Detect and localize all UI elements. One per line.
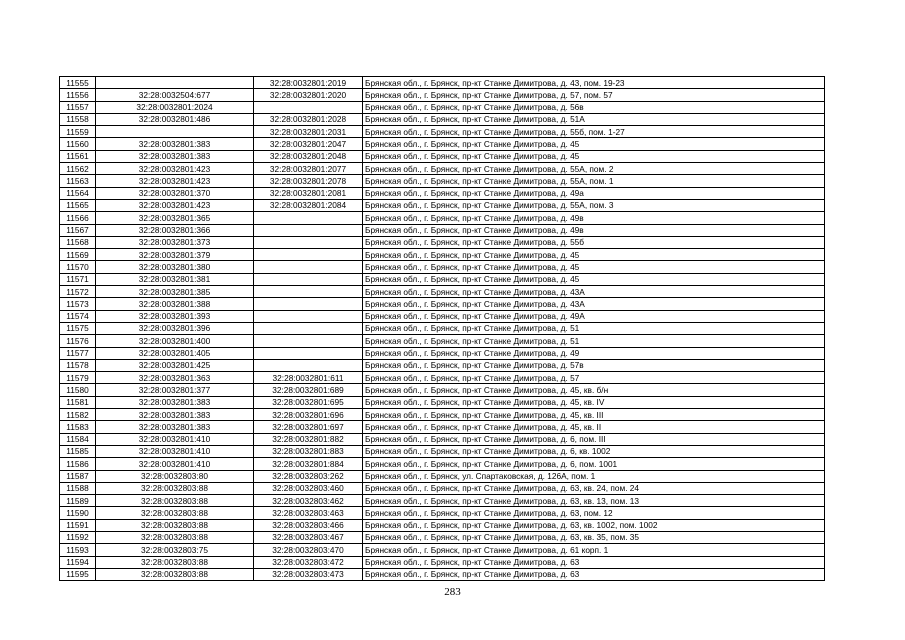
address-cell: Брянская обл., г. Брянск, пр-кт Станке Димитрова, д. 63, кв. 24, пом. 24 bbox=[363, 482, 825, 494]
address-cell: Брянская обл., г. Брянск, пр-кт Станке Димитрова, д. 6, пом. III bbox=[363, 433, 825, 445]
row-number-cell: 11579 bbox=[60, 372, 96, 384]
land-cadastral-number-cell: 32:28:0032801:410 bbox=[96, 445, 254, 457]
object-cadastral-number-cell: 32:28:0032803:463 bbox=[254, 507, 363, 519]
table-row bbox=[60, 519, 825, 531]
row-number-cell: 11592 bbox=[60, 531, 96, 543]
land-cadastral-number-cell: 32:28:0032801:405 bbox=[96, 347, 254, 359]
address-cell: Брянская обл., г. Брянск, пр-кт Станке Димитрова, д. 55А, пом. 3 bbox=[363, 199, 825, 211]
object-cadastral-number-cell: 32:28:0032803:472 bbox=[254, 556, 363, 568]
row-number-cell: 11569 bbox=[60, 249, 96, 261]
row-number-cell: 11591 bbox=[60, 519, 96, 531]
address-cell: Брянская обл., г. Брянск, пр-кт Станке Димитрова, д. 45 bbox=[363, 138, 825, 150]
object-cadastral-number-cell: 32:28:0032801:884 bbox=[254, 458, 363, 470]
table-row bbox=[60, 298, 825, 310]
table-row bbox=[60, 150, 825, 162]
table-row bbox=[60, 101, 825, 113]
address-cell: Брянская обл., г. Брянск, пр-кт Станке Димитрова, д. 51 bbox=[363, 335, 825, 347]
land-cadastral-number-cell: 32:28:0032801:2024 bbox=[96, 101, 254, 113]
object-cadastral-number-cell bbox=[254, 286, 363, 298]
page-number: 283 bbox=[444, 586, 461, 598]
row-number-cell: 11563 bbox=[60, 175, 96, 187]
row-number-cell: 11586 bbox=[60, 458, 96, 470]
row-number-cell: 11559 bbox=[60, 126, 96, 138]
row-number-cell: 11595 bbox=[60, 568, 96, 580]
row-number-cell: 11593 bbox=[60, 544, 96, 556]
table-row bbox=[60, 224, 825, 236]
land-cadastral-number-cell: 32:28:0032801:381 bbox=[96, 273, 254, 285]
address-cell: Брянская обл., г. Брянск, пр-кт Станке Димитрова, д. 45 bbox=[363, 150, 825, 162]
object-cadastral-number-cell: 32:28:0032803:460 bbox=[254, 482, 363, 494]
row-number-cell: 11555 bbox=[60, 77, 96, 89]
row-number-cell: 11590 bbox=[60, 507, 96, 519]
table-row bbox=[60, 409, 825, 421]
row-number-cell: 11587 bbox=[60, 470, 96, 482]
object-cadastral-number-cell: 32:28:0032801:2031 bbox=[254, 126, 363, 138]
table-row bbox=[60, 236, 825, 248]
object-cadastral-number-cell: 32:28:0032801:2081 bbox=[254, 187, 363, 199]
land-cadastral-number-cell: 32:28:0032803:88 bbox=[96, 556, 254, 568]
object-cadastral-number-cell bbox=[254, 236, 363, 248]
row-number-cell: 11575 bbox=[60, 322, 96, 334]
row-number-cell: 11570 bbox=[60, 261, 96, 273]
row-number-cell: 11562 bbox=[60, 163, 96, 175]
land-cadastral-number-cell: 32:28:0032801:383 bbox=[96, 409, 254, 421]
table-row bbox=[60, 445, 825, 457]
table-row bbox=[60, 212, 825, 224]
address-cell: Брянская обл., г. Брянск, пр-кт Станке Димитрова, д. 56в bbox=[363, 101, 825, 113]
row-number-cell: 11556 bbox=[60, 89, 96, 101]
land-cadastral-number-cell: 32:28:0032801:410 bbox=[96, 458, 254, 470]
row-number-cell: 11567 bbox=[60, 224, 96, 236]
address-cell: Брянская обл., г. Брянск, ул. Спартаковская, д. 126А, пом. 1 bbox=[363, 470, 825, 482]
address-cell: Брянская обл., г. Брянск, пр-кт Станке Димитрова, д. 45 bbox=[363, 261, 825, 273]
table-row bbox=[60, 372, 825, 384]
row-number-cell: 11583 bbox=[60, 421, 96, 433]
object-cadastral-number-cell: 32:28:0032803:467 bbox=[254, 531, 363, 543]
row-number-cell: 11578 bbox=[60, 359, 96, 371]
address-cell: Брянская обл., г. Брянск, пр-кт Станке Димитрова, д. 45, кв. III bbox=[363, 409, 825, 421]
object-cadastral-number-cell: 32:28:0032801:2019 bbox=[254, 77, 363, 89]
land-cadastral-number-cell: 32:28:0032801:383 bbox=[96, 138, 254, 150]
table-row bbox=[60, 77, 825, 89]
table-row bbox=[60, 482, 825, 494]
row-number-cell: 11558 bbox=[60, 113, 96, 125]
land-cadastral-number-cell: 32:28:0032801:388 bbox=[96, 298, 254, 310]
land-cadastral-number-cell: 32:28:0032801:396 bbox=[96, 322, 254, 334]
table-row bbox=[60, 199, 825, 211]
table-row bbox=[60, 273, 825, 285]
land-cadastral-number-cell: 32:28:0032801:383 bbox=[96, 396, 254, 408]
land-cadastral-number-cell: 32:28:0032801:423 bbox=[96, 163, 254, 175]
object-cadastral-number-cell bbox=[254, 310, 363, 322]
address-cell: Брянская обл., г. Брянск, пр-кт Станке Димитрова, д. 57 bbox=[363, 372, 825, 384]
land-cadastral-number-cell bbox=[96, 126, 254, 138]
address-cell: Брянская обл., г. Брянск, пр-кт Станке Димитрова, д. 45, кв. II bbox=[363, 421, 825, 433]
object-cadastral-number-cell: 32:28:0032801:611 bbox=[254, 372, 363, 384]
row-number-cell: 11571 bbox=[60, 273, 96, 285]
table-row bbox=[60, 544, 825, 556]
land-cadastral-number-cell: 32:28:0032801:423 bbox=[96, 199, 254, 211]
row-number-cell: 11557 bbox=[60, 101, 96, 113]
row-number-cell: 11594 bbox=[60, 556, 96, 568]
table-row bbox=[60, 310, 825, 322]
address-cell: Брянская обл., г. Брянск, пр-кт Станке Димитрова, д. 55А, пом. 1 bbox=[363, 175, 825, 187]
row-number-cell: 11568 bbox=[60, 236, 96, 248]
land-cadastral-number-cell: 32:28:0032803:88 bbox=[96, 507, 254, 519]
row-number-cell: 11582 bbox=[60, 409, 96, 421]
land-cadastral-number-cell: 32:28:0032801:383 bbox=[96, 150, 254, 162]
land-cadastral-number-cell: 32:28:0032801:366 bbox=[96, 224, 254, 236]
object-cadastral-number-cell bbox=[254, 298, 363, 310]
registry-table bbox=[59, 76, 825, 581]
row-number-cell: 11577 bbox=[60, 347, 96, 359]
row-number-cell: 11581 bbox=[60, 396, 96, 408]
land-cadastral-number-cell: 32:28:0032801:363 bbox=[96, 372, 254, 384]
object-cadastral-number-cell bbox=[254, 261, 363, 273]
row-number-cell: 11560 bbox=[60, 138, 96, 150]
land-cadastral-number-cell: 32:28:0032801:379 bbox=[96, 249, 254, 261]
address-cell: Брянская обл., г. Брянск, пр-кт Станке Димитрова, д. 45 bbox=[363, 249, 825, 261]
row-number-cell: 11589 bbox=[60, 495, 96, 507]
address-cell: Брянская обл., г. Брянск, пр-кт Станке Димитрова, д. 63, кв. 35, пом. 35 bbox=[363, 531, 825, 543]
address-cell: Брянская обл., г. Брянск, пр-кт Станке Димитрова, д. 43А bbox=[363, 286, 825, 298]
land-cadastral-number-cell: 32:28:0032801:383 bbox=[96, 421, 254, 433]
row-number-cell: 11588 bbox=[60, 482, 96, 494]
table-row bbox=[60, 187, 825, 199]
address-cell: Брянская обл., г. Брянск, пр-кт Станке Димитрова, д. 49 bbox=[363, 347, 825, 359]
address-cell: Брянская обл., г. Брянск, пр-кт Станке Димитрова, д. 49в bbox=[363, 212, 825, 224]
table-row bbox=[60, 433, 825, 445]
address-cell: Брянская обл., г. Брянск, пр-кт Станке Димитрова, д. 57в bbox=[363, 359, 825, 371]
row-number-cell: 11573 bbox=[60, 298, 96, 310]
object-cadastral-number-cell bbox=[254, 101, 363, 113]
address-cell: Брянская обл., г. Брянск, пр-кт Станке Димитрова, д. 45, кв. б/н bbox=[363, 384, 825, 396]
row-number-cell: 11585 bbox=[60, 445, 96, 457]
object-cadastral-number-cell: 32:28:0032801:2084 bbox=[254, 199, 363, 211]
land-cadastral-number-cell: 32:28:0032504:677 bbox=[96, 89, 254, 101]
row-number-cell: 11584 bbox=[60, 433, 96, 445]
address-cell: Брянская обл., г. Брянск, пр-кт Станке Димитрова, д. 51А bbox=[363, 113, 825, 125]
address-cell: Брянская обл., г. Брянск, пр-кт Станке Димитрова, д. 49в bbox=[363, 224, 825, 236]
object-cadastral-number-cell: 32:28:0032801:696 bbox=[254, 409, 363, 421]
address-cell: Брянская обл., г. Брянск, пр-кт Станке Димитрова, д. 6, кв. 1002 bbox=[363, 445, 825, 457]
table-row bbox=[60, 470, 825, 482]
land-cadastral-number-cell: 32:28:0032803:80 bbox=[96, 470, 254, 482]
land-cadastral-number-cell: 32:28:0032801:393 bbox=[96, 310, 254, 322]
row-number-cell: 11561 bbox=[60, 150, 96, 162]
object-cadastral-number-cell: 32:28:0032801:2048 bbox=[254, 150, 363, 162]
table-row bbox=[60, 347, 825, 359]
address-cell: Брянская обл., г. Брянск, пр-кт Станке Димитрова, д. 45, кв. IV bbox=[363, 396, 825, 408]
address-cell: Брянская обл., г. Брянск, пр-кт Станке Димитрова, д. 61 корп. 1 bbox=[363, 544, 825, 556]
table-row bbox=[60, 138, 825, 150]
land-cadastral-number-cell: 32:28:0032801:373 bbox=[96, 236, 254, 248]
row-number-cell: 11580 bbox=[60, 384, 96, 396]
object-cadastral-number-cell: 32:28:0032803:462 bbox=[254, 495, 363, 507]
table-row bbox=[60, 458, 825, 470]
address-cell: Брянская обл., г. Брянск, пр-кт Станке Димитрова, д. 55б bbox=[363, 236, 825, 248]
table-row bbox=[60, 531, 825, 543]
land-cadastral-number-cell: 32:28:0032801:385 bbox=[96, 286, 254, 298]
table-row bbox=[60, 568, 825, 580]
object-cadastral-number-cell: 32:28:0032801:697 bbox=[254, 421, 363, 433]
land-cadastral-number-cell: 32:28:0032803:88 bbox=[96, 531, 254, 543]
address-cell: Брянская обл., г. Брянск, пр-кт Станке Димитрова, д. 51 bbox=[363, 322, 825, 334]
row-number-cell: 11566 bbox=[60, 212, 96, 224]
land-cadastral-number-cell: 32:28:0032803:88 bbox=[96, 519, 254, 531]
table-row bbox=[60, 175, 825, 187]
object-cadastral-number-cell: 32:28:0032803:470 bbox=[254, 544, 363, 556]
address-cell: Брянская обл., г. Брянск, пр-кт Станке Димитрова, д. 63, кв. 1002, пом. 1002 bbox=[363, 519, 825, 531]
object-cadastral-number-cell: 32:28:0032803:262 bbox=[254, 470, 363, 482]
land-cadastral-number-cell: 32:28:0032801:380 bbox=[96, 261, 254, 273]
object-cadastral-number-cell: 32:28:0032803:473 bbox=[254, 568, 363, 580]
table-row bbox=[60, 113, 825, 125]
table-row bbox=[60, 396, 825, 408]
table-row bbox=[60, 322, 825, 334]
object-cadastral-number-cell: 32:28:0032803:466 bbox=[254, 519, 363, 531]
land-cadastral-number-cell bbox=[96, 77, 254, 89]
table-row bbox=[60, 89, 825, 101]
land-cadastral-number-cell: 32:28:0032801:400 bbox=[96, 335, 254, 347]
table-row bbox=[60, 384, 825, 396]
object-cadastral-number-cell: 32:28:0032801:2078 bbox=[254, 175, 363, 187]
object-cadastral-number-cell: 32:28:0032801:882 bbox=[254, 433, 363, 445]
address-cell: Брянская обл., г. Брянск, пр-кт Станке Димитрова, д. 55А, пом. 2 bbox=[363, 163, 825, 175]
object-cadastral-number-cell: 32:28:0032801:695 bbox=[254, 396, 363, 408]
land-cadastral-number-cell: 32:28:0032801:410 bbox=[96, 433, 254, 445]
object-cadastral-number-cell bbox=[254, 359, 363, 371]
object-cadastral-number-cell: 32:28:0032801:2020 bbox=[254, 89, 363, 101]
row-number-cell: 11565 bbox=[60, 199, 96, 211]
table-row bbox=[60, 556, 825, 568]
table-row bbox=[60, 359, 825, 371]
row-number-cell: 11572 bbox=[60, 286, 96, 298]
object-cadastral-number-cell: 32:28:0032801:2028 bbox=[254, 113, 363, 125]
address-cell: Брянская обл., г. Брянск, пр-кт Станке Димитрова, д. 63, пом. 12 bbox=[363, 507, 825, 519]
table-row bbox=[60, 126, 825, 138]
address-cell: Брянская обл., г. Брянск, пр-кт Станке Димитрова, д. 63 bbox=[363, 556, 825, 568]
row-number-cell: 11576 bbox=[60, 335, 96, 347]
address-cell: Брянская обл., г. Брянск, пр-кт Станке Димитрова, д. 57, пом. 57 bbox=[363, 89, 825, 101]
object-cadastral-number-cell bbox=[254, 273, 363, 285]
object-cadastral-number-cell bbox=[254, 212, 363, 224]
registry-table-body bbox=[60, 77, 825, 581]
object-cadastral-number-cell: 32:28:0032801:2047 bbox=[254, 138, 363, 150]
address-cell: Брянская обл., г. Брянск, пр-кт Станке Димитрова, д. 63 bbox=[363, 568, 825, 580]
object-cadastral-number-cell bbox=[254, 322, 363, 334]
address-cell: Брянская обл., г. Брянск, пр-кт Станке Димитрова, д. 63, кв. 13, пом. 13 bbox=[363, 495, 825, 507]
object-cadastral-number-cell bbox=[254, 347, 363, 359]
address-cell: Брянская обл., г. Брянск, пр-кт Станке Димитрова, д. 49а bbox=[363, 187, 825, 199]
address-cell: Брянская обл., г. Брянск, пр-кт Станке Димитрова, д. 43А bbox=[363, 298, 825, 310]
table-row bbox=[60, 495, 825, 507]
address-cell: Брянская обл., г. Брянск, пр-кт Станке Димитрова, д. 49А bbox=[363, 310, 825, 322]
object-cadastral-number-cell bbox=[254, 224, 363, 236]
table-row bbox=[60, 421, 825, 433]
table-row bbox=[60, 249, 825, 261]
land-cadastral-number-cell: 32:28:0032803:88 bbox=[96, 568, 254, 580]
land-cadastral-number-cell: 32:28:0032801:377 bbox=[96, 384, 254, 396]
object-cadastral-number-cell bbox=[254, 335, 363, 347]
land-cadastral-number-cell: 32:28:0032803:88 bbox=[96, 495, 254, 507]
row-number-cell: 11574 bbox=[60, 310, 96, 322]
table-row bbox=[60, 261, 825, 273]
land-cadastral-number-cell: 32:28:0032801:370 bbox=[96, 187, 254, 199]
table-row bbox=[60, 163, 825, 175]
land-cadastral-number-cell: 32:28:0032803:88 bbox=[96, 482, 254, 494]
object-cadastral-number-cell: 32:28:0032801:883 bbox=[254, 445, 363, 457]
object-cadastral-number-cell bbox=[254, 249, 363, 261]
address-cell: Брянская обл., г. Брянск, пр-кт Станке Димитрова, д. 55б, пом. 1-27 bbox=[363, 126, 825, 138]
land-cadastral-number-cell: 32:28:0032801:425 bbox=[96, 359, 254, 371]
land-cadastral-number-cell: 32:28:0032803:75 bbox=[96, 544, 254, 556]
table-row bbox=[60, 286, 825, 298]
land-cadastral-number-cell: 32:28:0032801:423 bbox=[96, 175, 254, 187]
address-cell: Брянская обл., г. Брянск, пр-кт Станке Димитрова, д. 43, пом. 19-23 bbox=[363, 77, 825, 89]
address-cell: Брянская обл., г. Брянск, пр-кт Станке Димитрова, д. 45 bbox=[363, 273, 825, 285]
row-number-cell: 11564 bbox=[60, 187, 96, 199]
land-cadastral-number-cell: 32:28:0032801:365 bbox=[96, 212, 254, 224]
land-cadastral-number-cell: 32:28:0032801:486 bbox=[96, 113, 254, 125]
table-row bbox=[60, 507, 825, 519]
table-row bbox=[60, 335, 825, 347]
address-cell: Брянская обл., г. Брянск, пр-кт Станке Димитрова, д. 6, пом. 1001 bbox=[363, 458, 825, 470]
object-cadastral-number-cell: 32:28:0032801:2077 bbox=[254, 163, 363, 175]
object-cadastral-number-cell: 32:28:0032801:689 bbox=[254, 384, 363, 396]
